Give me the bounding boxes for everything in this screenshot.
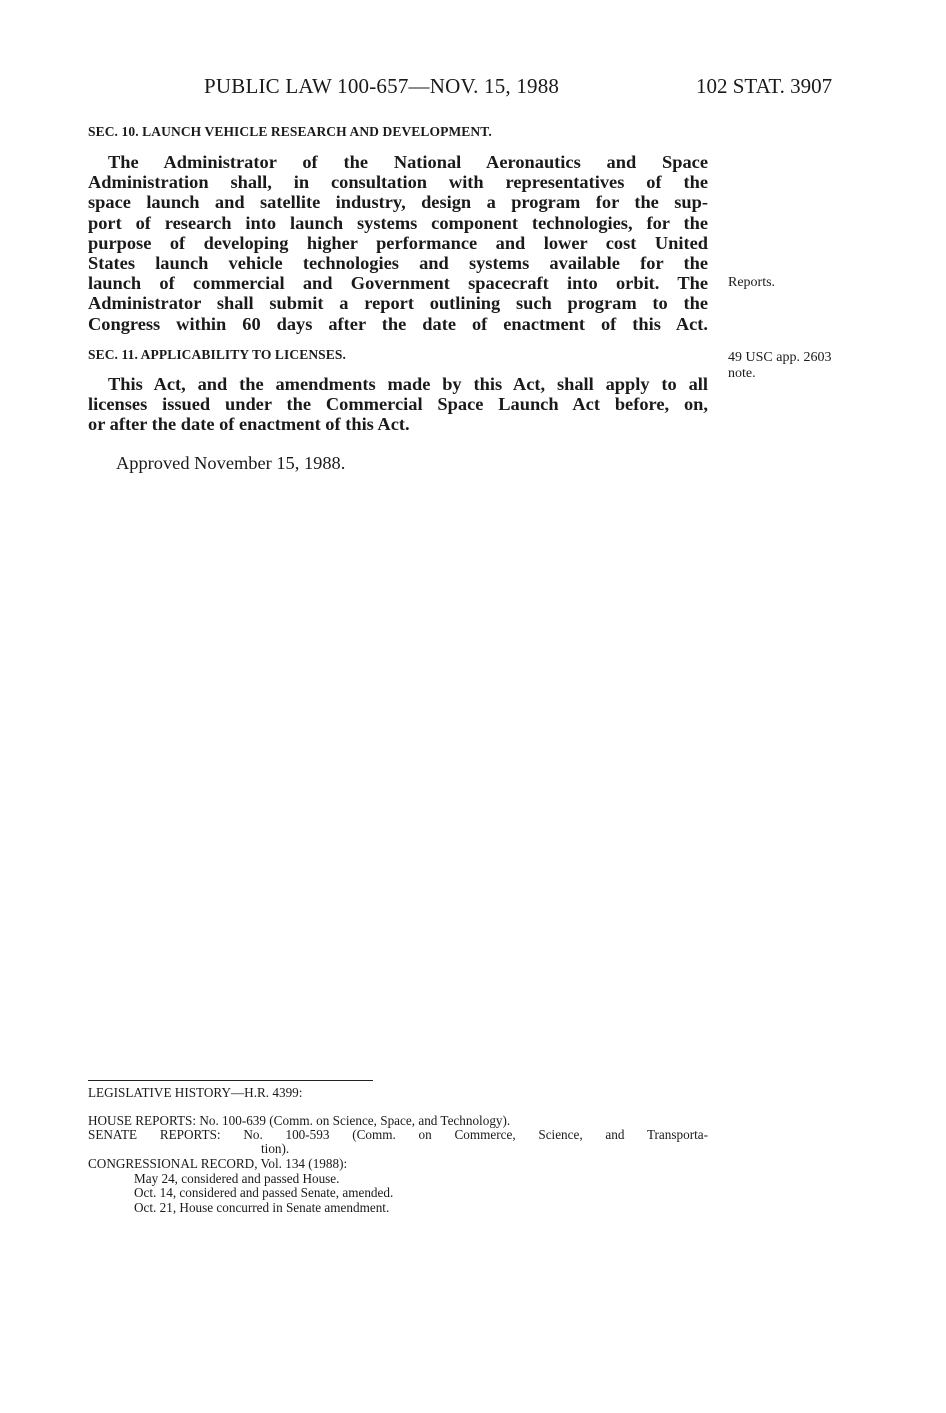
section-11-line: This Act, and the amendments made by this Act, shall apply to all bbox=[108, 374, 708, 394]
record-action: Oct. 21, House concurred in Senate amendment. bbox=[134, 1200, 390, 1215]
congressional-record: CONGRESSIONAL RECORD, Vol. 134 (1988): bbox=[88, 1156, 348, 1171]
section-10-line: launch of commercial and Government spacecraft into orbit. The bbox=[88, 273, 708, 294]
legislative-history-rule bbox=[88, 1080, 373, 1081]
section-10-line: Administrator shall submit a report outlining such program to the bbox=[88, 293, 708, 314]
margin-note-usc-line: note. bbox=[728, 366, 756, 381]
section-10-heading: SEC. 10. LAUNCH VEHICLE RESEARCH AND DEVELOPMENT. bbox=[88, 124, 492, 139]
section-11-line: licenses issued under the Commercial Space Launch Act before, on, bbox=[88, 394, 708, 415]
margin-note-usc-line: 49 USC app. 2603 bbox=[728, 350, 832, 365]
section-11-body bbox=[88, 374, 708, 435]
record-action: May 24, considered and passed House. bbox=[134, 1171, 340, 1186]
section-10-line: The Administrator of the National Aeronautics and Space bbox=[108, 152, 708, 172]
section-10-line: port of research into launch systems component technologies, for the bbox=[88, 212, 708, 233]
section-10-line: States launch vehicle technologies and systems available for the bbox=[88, 252, 708, 273]
section-10-line: space launch and satellite industry, design a program for the sup- bbox=[88, 192, 708, 213]
section-10-line: Administration shall, in consultation with representatives of the bbox=[88, 172, 708, 193]
legislative-history-title: LEGISLATIVE HISTORY—H.R. 4399: bbox=[88, 1085, 303, 1100]
record-action: Oct. 14, considered and passed Senate, amended. bbox=[134, 1185, 394, 1200]
senate-reports: SENATE REPORTS: No. 100-593 (Comm. on Commerce, Science, and Transporta- bbox=[88, 1127, 708, 1142]
section-10-line: Congress within 60 days after the date of enactment of this Act. bbox=[88, 313, 708, 334]
section-11-heading: SEC. 11. APPLICABILITY TO LICENSES. bbox=[88, 347, 346, 362]
approval-date: Approved November 15, 1988. bbox=[116, 453, 346, 473]
page-stat-number: 102 STAT. 3907 bbox=[696, 74, 833, 98]
margin-note-reports: Reports. bbox=[728, 275, 776, 290]
house-reports: HOUSE REPORTS: No. 100-639 (Comm. on Science, Space, and Technology). bbox=[88, 1113, 511, 1128]
section-10-line: purpose of developing higher performance and lower cost United bbox=[88, 232, 708, 253]
senate-reports-continued: tion). bbox=[261, 1141, 290, 1156]
section-11-line: or after the date of enactment of this Act. bbox=[88, 414, 410, 435]
margin-note-usc-citation bbox=[728, 350, 831, 382]
running-head: PUBLIC LAW 100-657—NOV. 15, 1988 bbox=[204, 74, 560, 98]
section-10-body bbox=[88, 152, 708, 334]
